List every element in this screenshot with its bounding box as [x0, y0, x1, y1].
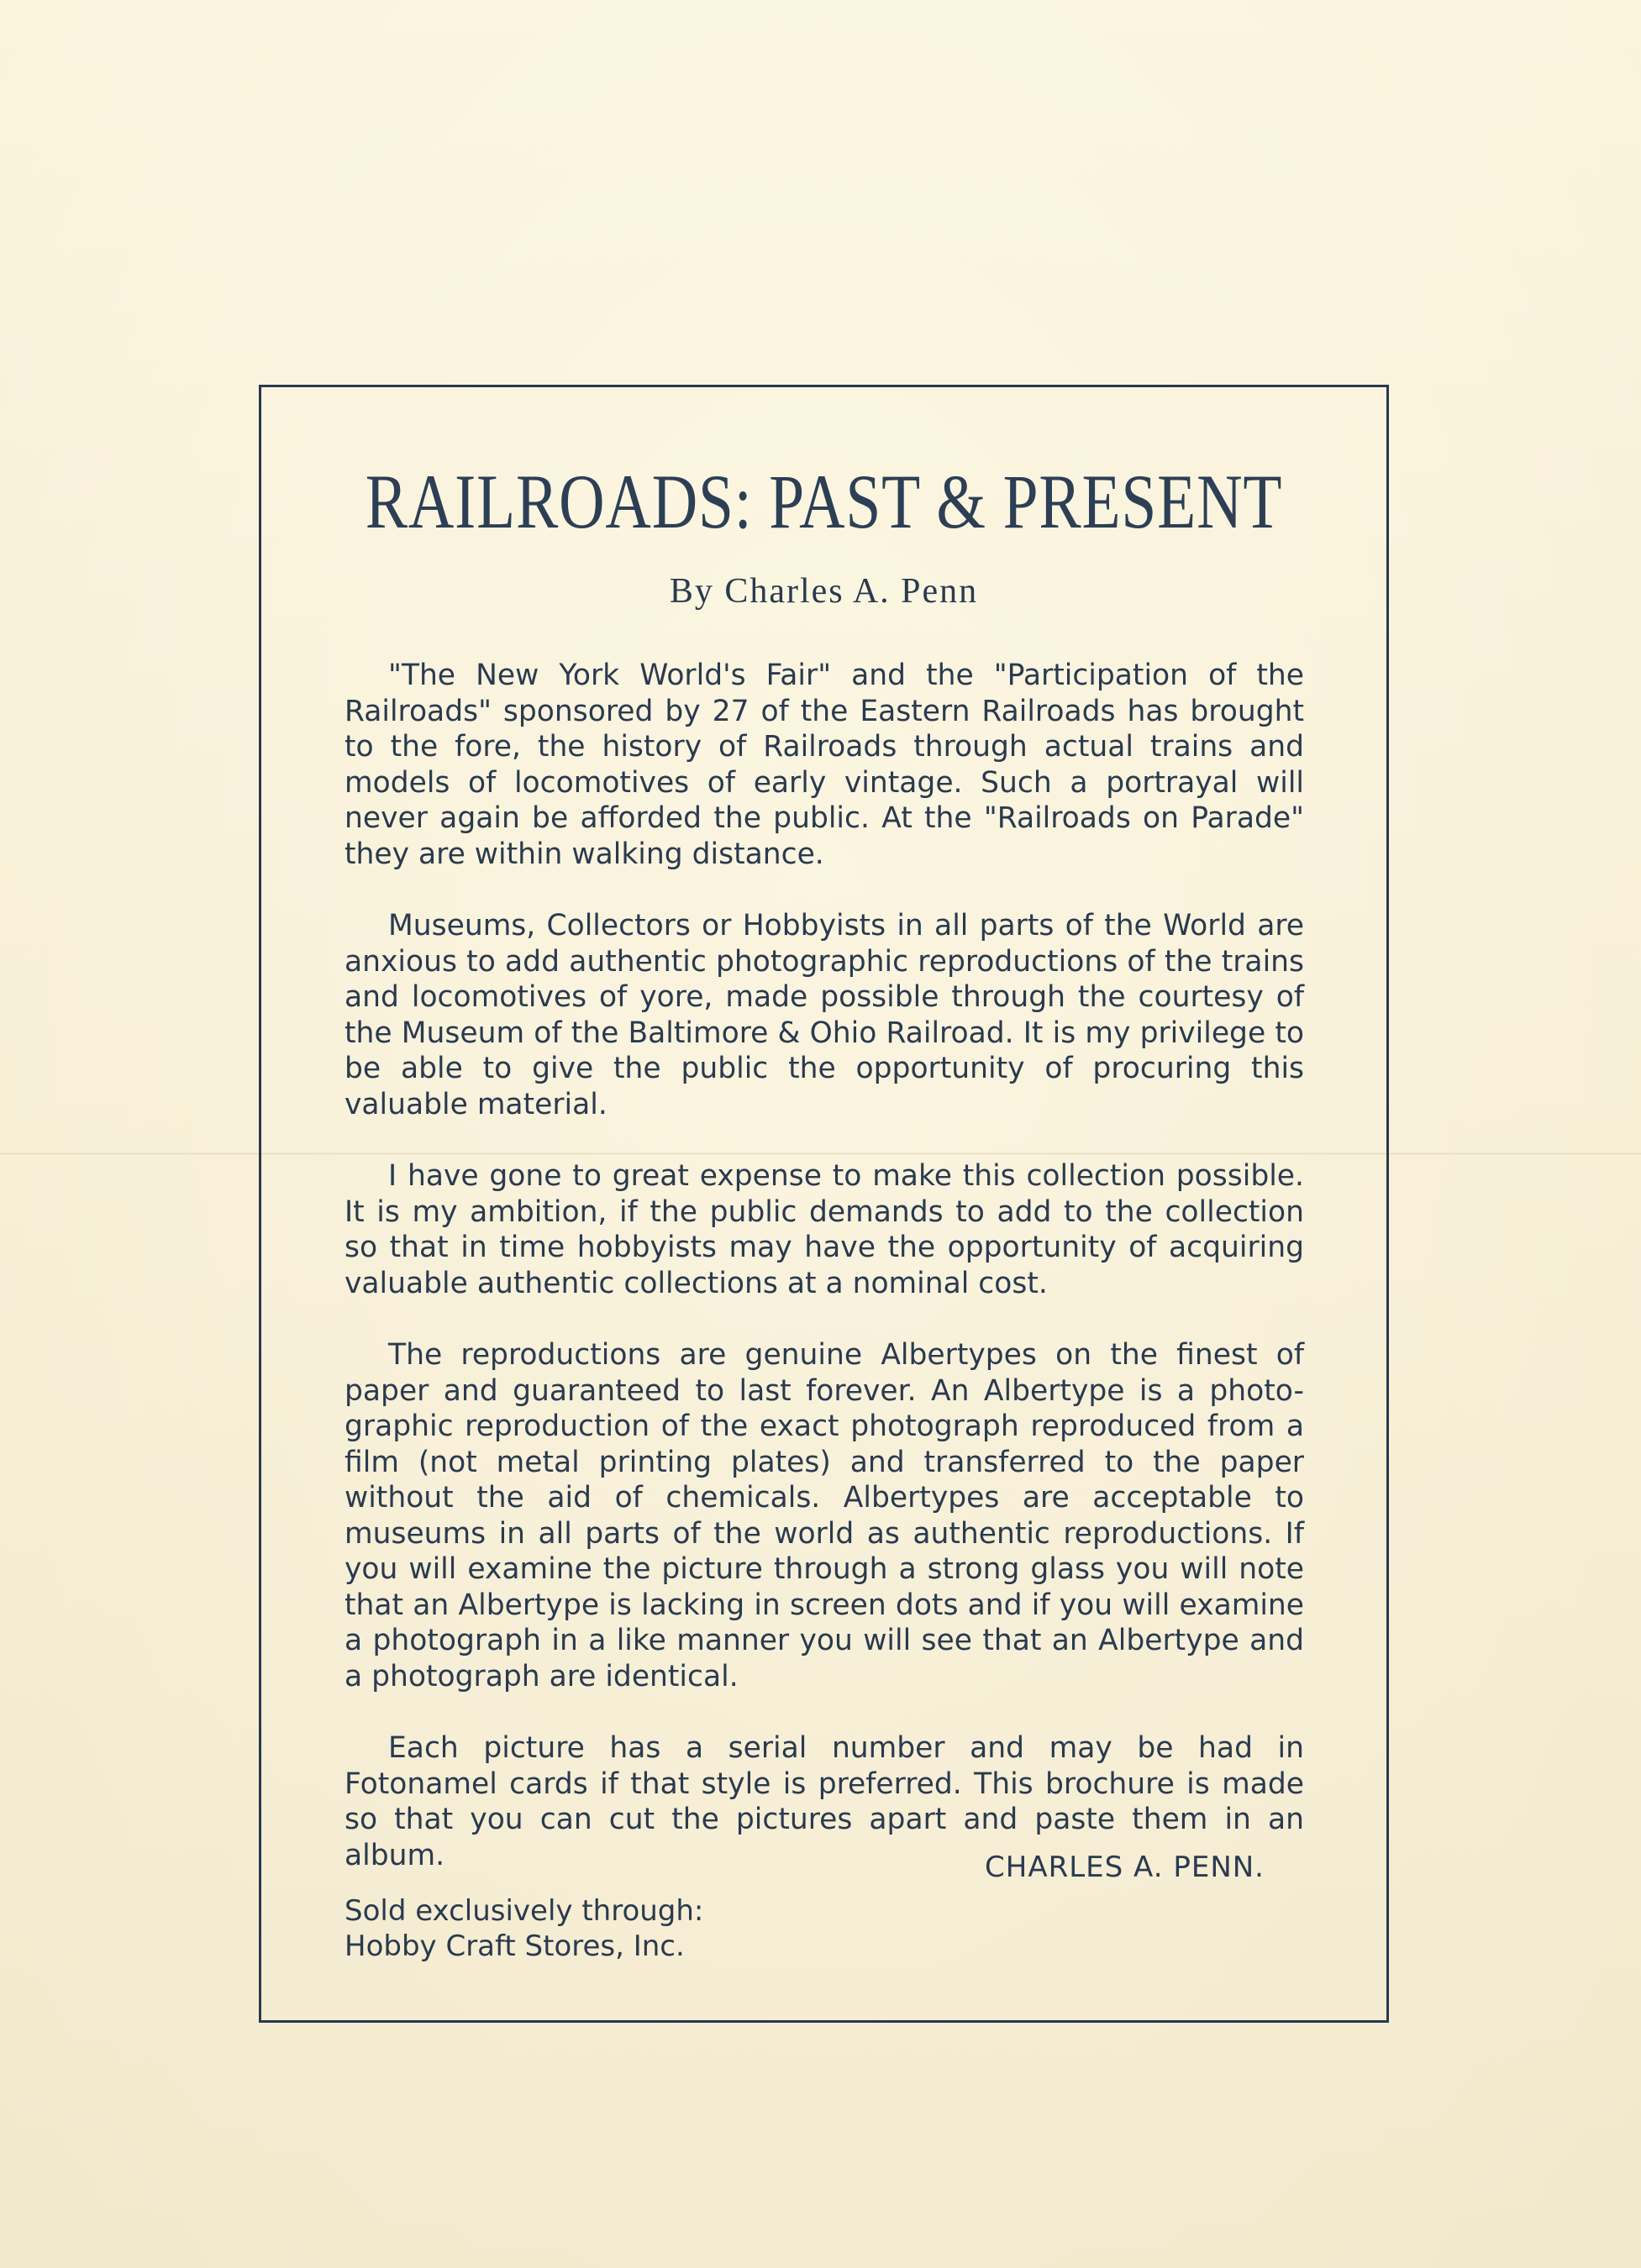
store-name: Hobby Craft Stores, Inc.	[345, 1929, 685, 1963]
sold-through-block	[345, 1893, 703, 1964]
document-title: RAILROADS: PAST & PRESENT	[365, 459, 1283, 544]
paragraph-museums: Museums, Collectors or Hobbyists in all parts of the World are anxious to add authentic photographic reproductions of the trains and locomotives of yore, made possible through the courtesy of the Museum of the Baltimore & Ohio Railroad. It is my privilege to be able to give the public the opportunity of procuring this valuable material.	[345, 909, 1304, 1121]
signature: CHARLES A. PENN.	[985, 1851, 1265, 1884]
paragraph-serial-number: Each picture has a serial number and may be had in Fotonamel cards if that style is preferred. This brochure is made so that you can cut the pictures apart and paste them in an album.	[345, 1731, 1304, 1872]
paragraph-worlds-fair: "The New York World's Fair" and the "Participation of the Railroads" sponsored by 27 of the Eastern Railroads has brought to the fore, the history of Railroads through actual trains and models of locomotives of early vintage. Such a portrayal will never again be afforded the public. At the "Railroads on Parade" they are within walking distance.	[345, 659, 1304, 871]
brochure-frame	[259, 385, 1389, 2023]
paragraph-expense: I have gone to great expense to make this collection possible. It is my ambition, if the public demands to add to the collection so that in time hobbyists may have the opportunity of acquiring valuable authentic collections at a nominal cost.	[345, 1159, 1304, 1300]
author-byline: By Charles A. Penn	[669, 572, 979, 611]
body-text	[345, 658, 1304, 1909]
sold-exclusively-line: Sold exclusively through:	[345, 1894, 704, 1928]
paragraph-albertypes: The reproductions are genuine Albertypes on the finest of paper and guaranteed to last forever. An Albertype is a photo-graphic reproduction of the exact photograph reproduced from a film (not metal printing plates) and transferred to the paper without the aid of chemicals. Albertypes are acceptable to museums in all parts of the world as authentic reproductions. If you will examine the picture through a strong glass you will note that an Albertype is lacking in screen dots and if you will examine a photograph in a like manner you will see that an Albertype and a photograph are identical.	[345, 1338, 1304, 1693]
